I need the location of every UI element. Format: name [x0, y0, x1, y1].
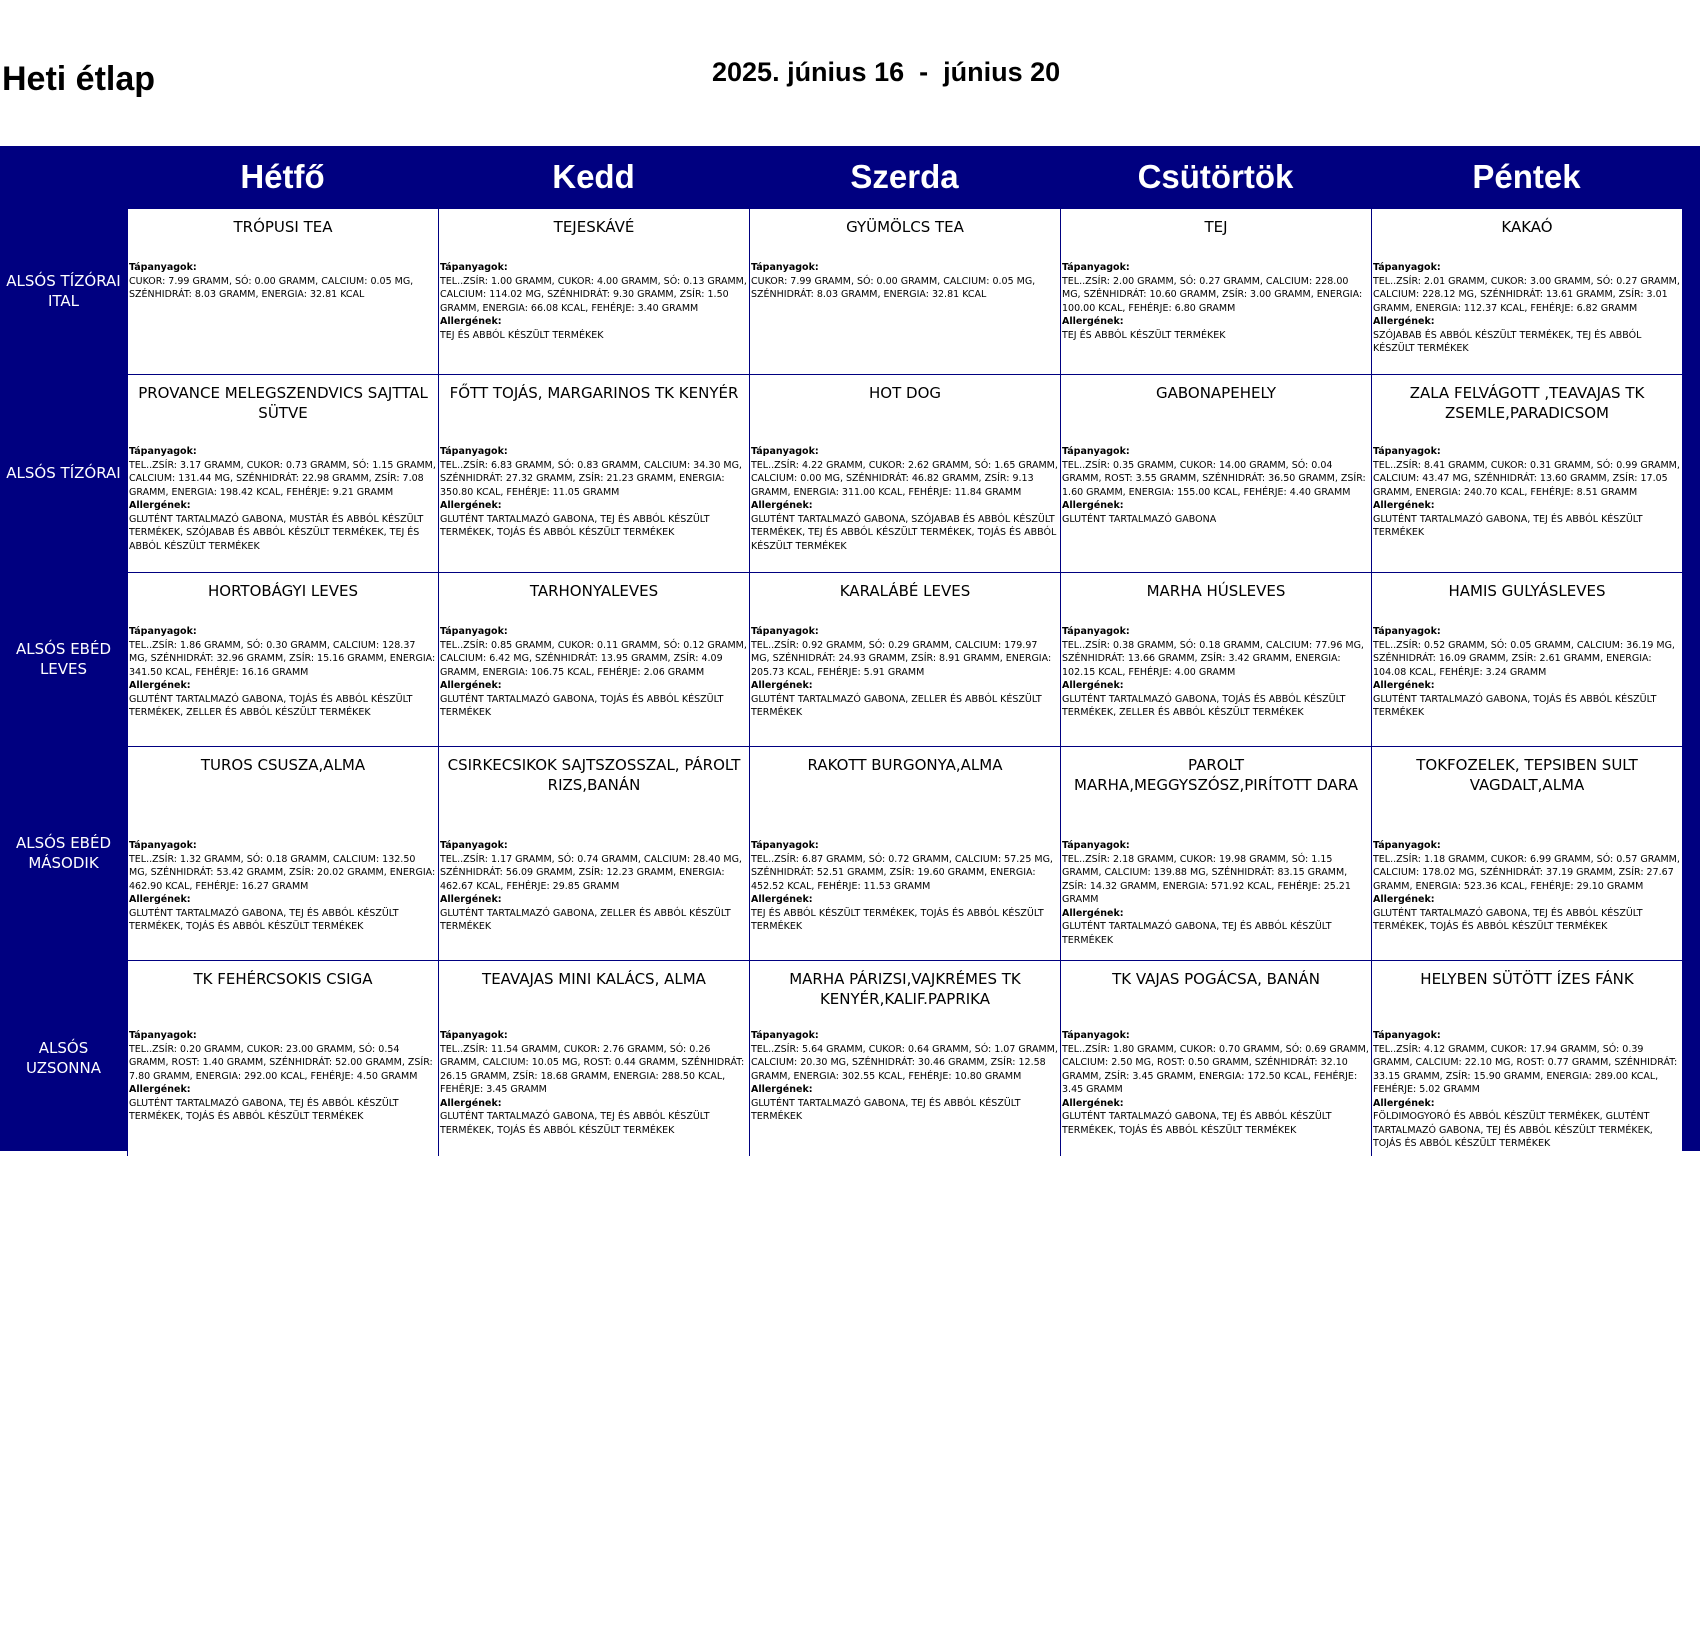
allergens-label: Allergének:: [751, 1084, 813, 1095]
nutrients-label: Tápanyagok:: [1373, 262, 1441, 273]
nutrition-block: [751, 625, 1058, 720]
nutrients-label: Tápanyagok:: [751, 1030, 819, 1041]
nutrients-label: Tápanyagok:: [129, 626, 197, 637]
dish-name: HAMIS GULYÁSLEVES: [1448, 582, 1606, 600]
row-label: ALSÓS EBÉD MÁSODIK: [15, 834, 112, 872]
menu-cell: [1371, 746, 1682, 960]
dish-name: FŐTT TOJÁS, MARGARINOS TK KENYÉR: [449, 384, 739, 402]
dish-name: TEJ: [1204, 218, 1228, 236]
dish-name: KARALÁBÉ LEVES: [839, 582, 971, 600]
nutrients-label: Tápanyagok:: [1062, 446, 1130, 457]
dish-name: TK FEHÉRCSOKIS CSIGA: [193, 970, 373, 988]
nutrients-text: TEL..ZSÍR: 0.52 GRAMM, SÓ: 0.05 GRAMM, CALCIUM: 36.19 MG, SZÉNHIDRÁT: 16.09 GRAMM, ZSÍR: 2.61 GRAMM, ENERGIA: 104.08 KCAL, FEHÉRJE: 3.24 GRAMM: [1373, 639, 1675, 678]
allergens-label: Allergének:: [1373, 1097, 1435, 1109]
allergens-text: GLUTÉNT TARTALMAZÓ GABONA, MUSTÁR ÉS ABBÓL KÉSZÜLT TERMÉKEK, SZÓJABAB ÉS ABBÓL KÉSZÜLT TERMÉKEK, TEJ ÉS ABBÓL KÉSZÜLT TERMÉKEK: [129, 513, 424, 552]
nutrients-text: TEL..ZSÍR: 6.83 GRAMM, SÓ: 0.83 GRAMM, CALCIUM: 34.30 MG, SZÉNHIDRÁT: 27.32 GRAMM, ZSÍR: 21.23 GRAMM, ENERGIA: 350.80 KCAL, FEHÉRJE: 11.05 GRAMM: [440, 459, 742, 498]
allergens-text: TEJ ÉS ABBÓL KÉSZÜLT TERMÉKEK: [1062, 329, 1226, 341]
allergens-text: GLUTÉNT TARTALMAZÓ GABONA, ZELLER ÉS ABBÓL KÉSZÜLT TERMÉKEK: [751, 693, 1042, 718]
allergens-label: Allergének:: [129, 894, 191, 905]
allergens-text: GLUTÉNT TARTALMAZÓ GABONA, TOJÁS ÉS ABBÓL KÉSZÜLT TERMÉKEK: [1373, 693, 1657, 718]
frame-right-edge: [1682, 746, 1700, 960]
allergens-label: Allergének:: [129, 1084, 191, 1095]
nutrients-text: CUKOR: 7.99 GRAMM, SÓ: 0.00 GRAMM, CALCIUM: 0.05 MG, SZÉNHIDRÁT: 8.03 GRAMM, ENERGIA: 32.81 KCAL: [751, 275, 1036, 300]
nutrients-text: TEL..ZSÍR: 1.86 GRAMM, SÓ: 0.30 GRAMM, CALCIUM: 128.37 MG, SZÉNHIDRÁT: 32.96 GRAMM, ZSÍR: 15.16 GRAMM, ENERGIA: 341.50 KCAL, FEHÉRJE: 16.16 GRAMM: [129, 639, 436, 678]
menu-cell: [1060, 572, 1371, 746]
dish-name: RAKOTT BURGONYA,ALMA: [807, 756, 1003, 774]
allergens-label: Allergének:: [1373, 316, 1435, 327]
nutrients-text: CUKOR: 7.99 GRAMM, SÓ: 0.00 GRAMM, CALCIUM: 0.05 MG, SZÉNHIDRÁT: 8.03 GRAMM, ENERGIA: 32.81 KCAL: [129, 275, 414, 300]
nutrients-label: Tápanyagok:: [440, 1030, 508, 1041]
dish-name: ZALA FELVÁGOTT ,TEAVAJAS TK ZSEMLE,PARADICSOM: [1409, 384, 1645, 422]
allergens-label: Allergének:: [440, 316, 502, 327]
nutrients-text: TEL..ZSÍR: 0.20 GRAMM, CUKOR: 23.00 GRAMM, SÓ: 0.54 GRAMM, ROST: 1.40 GRAMM, SZÉNHIDRÁT: 52.00 GRAMM, ZSÍR: 7.80 GRAMM, ENERGIA: 292.00 KCAL, FEHÉRJE: 4.50 GRAMM: [129, 1043, 433, 1082]
dish-name: MARHA HÚSLEVES: [1146, 582, 1286, 600]
menu-cell: [127, 374, 438, 572]
nutrition-block: [440, 261, 747, 342]
allergens-label: Allergének:: [751, 894, 813, 905]
allergens-text: GLUTÉNT TARTALMAZÓ GABONA, TEJ ÉS ABBÓL KÉSZÜLT TERMÉKEK, TOJÁS ÉS ABBÓL KÉSZÜLT TERMÉKEK: [1373, 907, 1643, 932]
row-label: ALSÓS TÍZÓRAI: [6, 464, 121, 482]
menu-cell: [127, 208, 438, 374]
day-header-szerda: Szerda: [850, 158, 959, 195]
nutrients-label: Tápanyagok:: [751, 840, 819, 851]
dish-name: TK VAJAS POGÁCSA, BANÁN: [1112, 970, 1320, 988]
menu-cell: [1371, 208, 1682, 374]
nutrition-block: [751, 261, 1058, 302]
allergens-text: GLUTÉNT TARTALMAZÓ GABONA, TOJÁS ÉS ABBÓL KÉSZÜLT TERMÉKEK, ZELLER ÉS ABBÓL KÉSZÜLT TERMÉKEK: [129, 693, 413, 718]
allergens-label: Allergének:: [1373, 894, 1435, 905]
allergens-text: GLUTÉNT TARTALMAZÓ GABONA, TEJ ÉS ABBÓL KÉSZÜLT TERMÉKEK: [1373, 513, 1643, 538]
allergens-text: GLUTÉNT TARTALMAZÓ GABONA, ZELLER ÉS ABBÓL KÉSZÜLT TERMÉKEK: [440, 907, 731, 932]
allergens-label: Allergének:: [1062, 680, 1124, 691]
menu-cell: [127, 960, 438, 1156]
allergens-text: GLUTÉNT TARTALMAZÓ GABONA, TEJ ÉS ABBÓL KÉSZÜLT TERMÉKEK: [751, 1097, 1021, 1122]
allergens-text: GLUTÉNT TARTALMAZÓ GABONA, TOJÁS ÉS ABBÓL KÉSZÜLT TERMÉKEK: [440, 693, 724, 718]
menu-cell: [1060, 960, 1371, 1156]
allergens-text: TEJ ÉS ABBÓL KÉSZÜLT TERMÉKEK: [440, 329, 604, 341]
nutrients-text: TEL..ZSÍR: 1.80 GRAMM, CUKOR: 0.70 GRAMM, SÓ: 0.69 GRAMM, CALCIUM: 2.50 MG, ROST: 0.50 GRAMM, SZÉNHIDRÁT: 32.10 GRAMM, ZSÍR: 3.45 GRAMM, ENERGIA: 172.50 KCAL, FEHÉRJE: 3.45 GRAMM: [1062, 1043, 1369, 1095]
menu-cell: [127, 746, 438, 960]
menu-cell: [438, 960, 749, 1156]
dish-name: PROVANCE MELEGSZENDVICS SAJTTAL SÜTVE: [138, 384, 428, 422]
nutrients-label: Tápanyagok:: [1062, 626, 1130, 637]
allergens-label: Allergének:: [1373, 500, 1435, 511]
nutrition-block: [751, 1029, 1058, 1124]
dish-name: TOKFOZELEK, TEPSIBEN SULT VAGDALT,ALMA: [1416, 756, 1638, 794]
frame-right-edge: [1682, 572, 1700, 746]
menu-cell: [749, 374, 1060, 572]
nutrition-block: [1373, 839, 1680, 934]
menu-cell: [438, 374, 749, 572]
dish-name: TEAVAJAS MINI KALÁCS, ALMA: [482, 970, 706, 988]
nutrition-block: [1373, 625, 1680, 720]
dish-name: HELYBEN SÜTÖTT ÍZES FÁNK: [1420, 970, 1634, 988]
allergens-label: Allergének:: [129, 680, 191, 691]
allergens-text: SZÓJABAB ÉS ABBÓL KÉSZÜLT TERMÉKEK, TEJ ÉS ABBÓL KÉSZÜLT TERMÉKEK: [1373, 329, 1642, 354]
allergens-text: GLUTÉNT TARTALMAZÓ GABONA, TOJÁS ÉS ABBÓL KÉSZÜLT TERMÉKEK, ZELLER ÉS ABBÓL KÉSZÜLT TERMÉKEK: [1062, 693, 1346, 718]
nutrients-text: TEL..ZSÍR: 0.85 GRAMM, CUKOR: 0.11 GRAMM, SÓ: 0.12 GRAMM, CALCIUM: 6.42 MG, SZÉNHIDRÁT: 13.95 GRAMM, ZSÍR: 4.09 GRAMM, ENERGIA: 106.75 KCAL, FEHÉRJE: 2.06 GRAMM: [440, 639, 747, 678]
dish-name: CSIRKECSIKOK SAJTSZOSSZAL, PÁROLT RIZS,BANÁN: [447, 756, 741, 794]
nutrition-block: [1373, 445, 1680, 540]
nutrients-label: Tápanyagok:: [440, 262, 508, 273]
dish-name: TUROS CSUSZA,ALMA: [200, 756, 366, 774]
nutrition-block: [129, 261, 436, 302]
nutrition-block: [1373, 261, 1680, 356]
nutrients-text: TEL..ZSÍR: 2.18 GRAMM, CUKOR: 19.98 GRAMM, SÓ: 1.15 GRAMM, CALCIUM: 139.88 MG, SZÉNHIDRÁT: 83.15 GRAMM, ZSÍR: 14.32 GRAMM, ENERGIA: 571.92 KCAL, FEHÉRJE: 25.21 GRAMM: [1062, 853, 1351, 905]
menu-cell: [1060, 374, 1371, 572]
menu-cell: [1371, 572, 1682, 746]
nutrients-text: TEL..ZSÍR: 0.92 GRAMM, SÓ: 0.29 GRAMM, CALCIUM: 179.97 MG, SZÉNHIDRÁT: 24.93 GRAMM, ZSÍR: 8.91 GRAMM, ENERGIA: 205.73 KCAL, FEHÉRJE: 5.91 GRAMM: [751, 639, 1052, 678]
frame-right-edge: [1682, 208, 1700, 374]
allergens-text: GLUTÉNT TARTALMAZÓ GABONA, TEJ ÉS ABBÓL KÉSZÜLT TERMÉKEK, TOJÁS ÉS ABBÓL KÉSZÜLT TERMÉKEK: [129, 907, 399, 932]
nutrients-label: Tápanyagok:: [1373, 446, 1441, 457]
nutrition-block: [1062, 261, 1369, 342]
nutrients-label: Tápanyagok:: [751, 262, 819, 273]
dish-name: TRÓPUSI TEA: [233, 218, 333, 236]
dish-name: MARHA PÁRIZSI,VAJKRÉMES TK KENYÉR,KALIF.PAPRIKA: [789, 970, 1021, 1008]
page-title: Heti étlap: [2, 60, 156, 98]
nutrients-label: Tápanyagok:: [1062, 262, 1130, 273]
nutrition-block: [1062, 445, 1369, 526]
menu-cell: [1060, 208, 1371, 374]
dish-name: KAKAÓ: [1501, 218, 1553, 236]
nutrients-label: Tápanyagok:: [129, 262, 197, 273]
menu-cell: [1371, 960, 1682, 1156]
menu-cell: [438, 208, 749, 374]
nutrition-block: [129, 839, 436, 934]
nutrients-text: TEL..ZSÍR: 1.18 GRAMM, CUKOR: 6.99 GRAMM, SÓ: 0.57 GRAMM, CALCIUM: 178.02 MG, SZÉNHIDRÁT: 37.19 GRAMM, ZSÍR: 27.67 GRAMM, ENERGIA: 523.36 KCAL, FEHÉRJE: 29.10 GRAMM: [1373, 853, 1680, 892]
nutrients-text: TEL..ZSÍR: 8.41 GRAMM, CUKOR: 0.31 GRAMM, SÓ: 0.99 GRAMM, CALCIUM: 43.47 MG, SZÉNHIDRÁT: 13.60 GRAMM, ZSÍR: 17.05 GRAMM, ENERGIA: 240.70 KCAL, FEHÉRJE: 8.51 GRAMM: [1373, 459, 1680, 498]
nutrients-text: TEL..ZSÍR: 2.00 GRAMM, SÓ: 0.27 GRAMM, CALCIUM: 228.00 MG, SZÉNHIDRÁT: 10.60 GRAMM, ZSÍR: 3.00 GRAMM, ENERGIA: 100.00 KCAL, FEHÉRJE: 6.80 GRAMM: [1062, 275, 1363, 314]
nutrition-block: [440, 445, 747, 540]
dish-name: GABONAPEHELY: [1155, 384, 1276, 402]
row-label: ALSÓS UZSONNA: [25, 1039, 102, 1077]
menu-cell: [438, 572, 749, 746]
menu-cell: [438, 746, 749, 960]
allergens-label: Allergének:: [751, 500, 813, 511]
allergens-text: GLUTÉNT TARTALMAZÓ GABONA, TEJ ÉS ABBÓL KÉSZÜLT TERMÉKEK, TOJÁS ÉS ABBÓL KÉSZÜLT TERMÉKEK: [440, 513, 710, 538]
nutrients-label: Tápanyagok:: [1373, 840, 1441, 851]
nutrients-text: TEL..ZSÍR: 5.64 GRAMM, CUKOR: 0.64 GRAMM, SÓ: 1.07 GRAMM, CALCIUM: 20.30 MG, SZÉNHIDRÁT: 30.46 GRAMM, ZSÍR: 12.58 GRAMM, ENERGIA: 302.55 KCAL, FEHÉRJE: 10.80 GRAMM: [751, 1043, 1058, 1082]
allergens-text: GLUTÉNT TARTALMAZÓ GABONA, TEJ ÉS ABBÓL KÉSZÜLT TERMÉKEK: [1062, 921, 1332, 946]
day-header-kedd: Kedd: [552, 158, 635, 195]
nutrients-label: Tápanyagok:: [1062, 1030, 1130, 1041]
nutrients-label: Tápanyagok:: [129, 1030, 197, 1041]
nutrients-label: Tápanyagok:: [440, 840, 508, 851]
corner-cell: [0, 146, 127, 208]
allergens-label: Allergének:: [440, 680, 502, 691]
frame-right-edge: [1682, 374, 1700, 572]
menu-cell: [749, 746, 1060, 960]
nutrients-text: TEL..ZSÍR: 6.87 GRAMM, SÓ: 0.72 GRAMM, CALCIUM: 57.25 MG, SZÉNHIDRÁT: 52.51 GRAMM, ZSÍR: 19.60 GRAMM, ENERGIA: 452.52 KCAL, FEHÉRJE: 11.53 GRAMM: [751, 853, 1053, 892]
menu-cell: [749, 960, 1060, 1156]
allergens-label: Allergének:: [440, 1097, 502, 1109]
allergens-label: Allergének:: [1062, 500, 1124, 511]
allergens-text: GLUTÉNT TARTALMAZÓ GABONA: [1062, 513, 1217, 525]
nutrition-block: [751, 445, 1058, 553]
allergens-text: FÖLDIMOGYORÓ ÉS ABBÓL KÉSZÜLT TERMÉKEK, GLUTÉNT TARTALMAZÓ GABONA, TEJ ÉS ABBÓL KÉSZÜLT TERMÉKEK, TOJÁS ÉS ABBÓL KÉSZÜLT TERMÉKEK: [1373, 1111, 1653, 1149]
nutrients-label: Tápanyagok:: [1373, 626, 1441, 637]
allergens-label: Allergének:: [751, 680, 813, 691]
date-range: 2025. június 16 - június 20: [712, 57, 1061, 87]
nutrition-block: [751, 839, 1058, 934]
menu-cell: [1060, 746, 1371, 960]
menu-table: [0, 146, 1700, 1156]
nutrients-label: Tápanyagok:: [751, 626, 819, 637]
nutrition-block: [1373, 1029, 1680, 1151]
nutrients-text: TEL..ZSÍR: 0.38 GRAMM, SÓ: 0.18 GRAMM, CALCIUM: 77.96 MG, SZÉNHIDRÁT: 13.66 GRAMM, ZSÍR: 3.42 GRAMM, ENERGIA: 102.15 KCAL, FEHÉRJE: 4.00 GRAMM: [1062, 639, 1364, 678]
menu-cell: [749, 572, 1060, 746]
nutrition-block: [1062, 1029, 1369, 1137]
nutrients-text: TEL..ZSÍR: 4.22 GRAMM, CUKOR: 2.62 GRAMM, SÓ: 1.65 GRAMM, CALCIUM: 0.00 MG, SZÉNHIDRÁT: 46.82 GRAMM, ZSÍR: 9.13 GRAMM, ENERGIA: 311.00 KCAL, FEHÉRJE: 11.84 GRAMM: [751, 459, 1058, 498]
day-header-pentek: Péntek: [1472, 158, 1581, 195]
nutrients-text: TEL..ZSÍR: 3.17 GRAMM, CUKOR: 0.73 GRAMM, SÓ: 1.15 GRAMM, CALCIUM: 131.44 MG, SZÉNHIDRÁT: 22.98 GRAMM, ZSÍR: 7.08 GRAMM, ENERGIA: 198.42 KCAL, FEHÉRJE: 9.21 GRAMM: [129, 459, 436, 498]
nutrition-block: [1062, 625, 1369, 720]
dish-name: TEJESKÁVÉ: [553, 218, 635, 236]
row-label: ALSÓS TÍZÓRAI ITAL: [6, 272, 121, 310]
row-label: ALSÓS EBÉD LEVES: [15, 640, 112, 678]
nutrients-label: Tápanyagok:: [1373, 1030, 1441, 1041]
nutrients-label: Tápanyagok:: [440, 446, 508, 457]
allergens-label: Allergének:: [1373, 680, 1435, 691]
menu-cell: [1371, 374, 1682, 572]
nutrition-block: [440, 625, 747, 720]
allergens-label: Allergének:: [1062, 1097, 1124, 1109]
nutrients-label: Tápanyagok:: [1062, 840, 1130, 851]
allergens-text: GLUTÉNT TARTALMAZÓ GABONA, TEJ ÉS ABBÓL KÉSZÜLT TERMÉKEK, TOJÁS ÉS ABBÓL KÉSZÜLT TERMÉKEK: [1062, 1111, 1332, 1136]
allergens-label: Allergének:: [440, 500, 502, 511]
allergens-text: GLUTÉNT TARTALMAZÓ GABONA, TEJ ÉS ABBÓL KÉSZÜLT TERMÉKEK, TOJÁS ÉS ABBÓL KÉSZÜLT TERMÉKEK: [440, 1111, 710, 1136]
frame-right-edge: [1682, 146, 1700, 208]
nutrients-label: Tápanyagok:: [129, 840, 197, 851]
allergens-text: TEJ ÉS ABBÓL KÉSZÜLT TERMÉKEK, TOJÁS ÉS ABBÓL KÉSZÜLT TERMÉKEK: [751, 907, 1044, 932]
allergens-label: Allergének:: [1062, 907, 1124, 919]
menu-cell: [749, 208, 1060, 374]
allergens-text: GLUTÉNT TARTALMAZÓ GABONA, TEJ ÉS ABBÓL KÉSZÜLT TERMÉKEK, TOJÁS ÉS ABBÓL KÉSZÜLT TERMÉKEK: [129, 1097, 399, 1122]
frame-right-edge: [1682, 960, 1700, 1156]
nutrients-label: Tápanyagok:: [129, 446, 197, 457]
day-header-hetfo: Hétfő: [240, 158, 325, 195]
nutrients-text: TEL..ZSÍR: 1.00 GRAMM, CUKOR: 4.00 GRAMM, SÓ: 0.13 GRAMM, CALCIUM: 114.02 MG, SZÉNHIDRÁT: 9.30 GRAMM, ZSÍR: 1.50 GRAMM, ENERGIA: 66.08 KCAL, FEHÉRJE: 3.40 GRAMM: [440, 275, 747, 314]
nutrition-block: [440, 1029, 747, 1137]
allergens-label: Allergének:: [440, 894, 502, 905]
dish-name: PAROLT MARHA,MEGGYSZÓSZ,PIRÍTOTT DARA: [1074, 756, 1358, 794]
nutrients-text: TEL..ZSÍR: 4.12 GRAMM, CUKOR: 17.94 GRAMM, SÓ: 0.39 GRAMM, CALCIUM: 22.10 MG, ROST: 0.77 GRAMM, SZÉNHIDRÁT: 33.15 GRAMM, ZSÍR: 15.90 GRAMM, ENERGIA: 289.00 KCAL, FEHÉRJE: 5.02 GRAMM: [1373, 1043, 1678, 1095]
nutrition-block: [1062, 839, 1369, 947]
nutrition-block: [129, 445, 436, 553]
dish-name: HORTOBÁGYI LEVES: [208, 582, 358, 600]
allergens-text: GLUTÉNT TARTALMAZÓ GABONA, SZÓJABAB ÉS ABBÓL KÉSZÜLT TERMÉKEK, TEJ ÉS ABBÓL KÉSZÜLT TERMÉKEK, TOJÁS ÉS ABBÓL KÉSZÜLT TERMÉKEK: [751, 513, 1057, 552]
nutrition-block: [129, 1029, 436, 1124]
nutrients-text: TEL..ZSÍR: 1.17 GRAMM, SÓ: 0.74 GRAMM, CALCIUM: 28.40 MG, SZÉNHIDRÁT: 56.09 GRAMM, ZSÍR: 12.23 GRAMM, ENERGIA: 462.67 KCAL, FEHÉRJE: 29.85 GRAMM: [440, 853, 742, 892]
nutrition-block: [440, 839, 747, 934]
day-header-csutortok: Csütörtök: [1137, 158, 1294, 195]
menu-cell: [127, 572, 438, 746]
nutrition-block: [129, 625, 436, 720]
dish-name: GYÜMÖLCS TEA: [846, 218, 964, 236]
nutrients-text: TEL..ZSÍR: 2.01 GRAMM, CUKOR: 3.00 GRAMM, SÓ: 0.27 GRAMM, CALCIUM: 228.12 MG, SZÉNHIDRÁT: 13.61 GRAMM, ZSÍR: 3.01 GRAMM, ENERGIA: 112.37 KCAL, FEHÉRJE: 6.82 GRAMM: [1373, 275, 1680, 314]
nutrients-text: TEL..ZSÍR: 1.32 GRAMM, SÓ: 0.18 GRAMM, CALCIUM: 132.50 MG, SZÉNHIDRÁT: 53.42 GRAMM, ZSÍR: 20.02 GRAMM, ENERGIA: 462.90 KCAL, FEHÉRJE: 16.27 GRAMM: [129, 853, 436, 892]
allergens-label: Allergének:: [1062, 316, 1124, 327]
allergens-label: Allergének:: [129, 500, 191, 511]
nutrients-label: Tápanyagok:: [440, 626, 508, 637]
dish-name: HOT DOG: [869, 384, 941, 402]
dish-name: TARHONYALEVES: [529, 582, 659, 600]
nutrients-text: TEL..ZSÍR: 0.35 GRAMM, CUKOR: 14.00 GRAMM, SÓ: 0.04 GRAMM, ROST: 3.55 GRAMM, SZÉNHIDRÁT: 36.50 GRAMM, ZSÍR: 1.60 GRAMM, ENERGIA: 155.00 KCAL, FEHÉRJE: 4.40 GRAMM: [1062, 459, 1366, 498]
nutrients-label: Tápanyagok:: [751, 446, 819, 457]
nutrients-text: TEL..ZSÍR: 11.54 GRAMM, CUKOR: 2.76 GRAMM, SÓ: 0.26 GRAMM, CALCIUM: 10.05 MG, ROST: 0.44 GRAMM, SZÉNHIDRÁT: 26.15 GRAMM, ZSÍR: 18.68 GRAMM, ENERGIA: 288.50 KCAL, FEHÉRJE: 3.45 GRAMM: [440, 1043, 745, 1095]
